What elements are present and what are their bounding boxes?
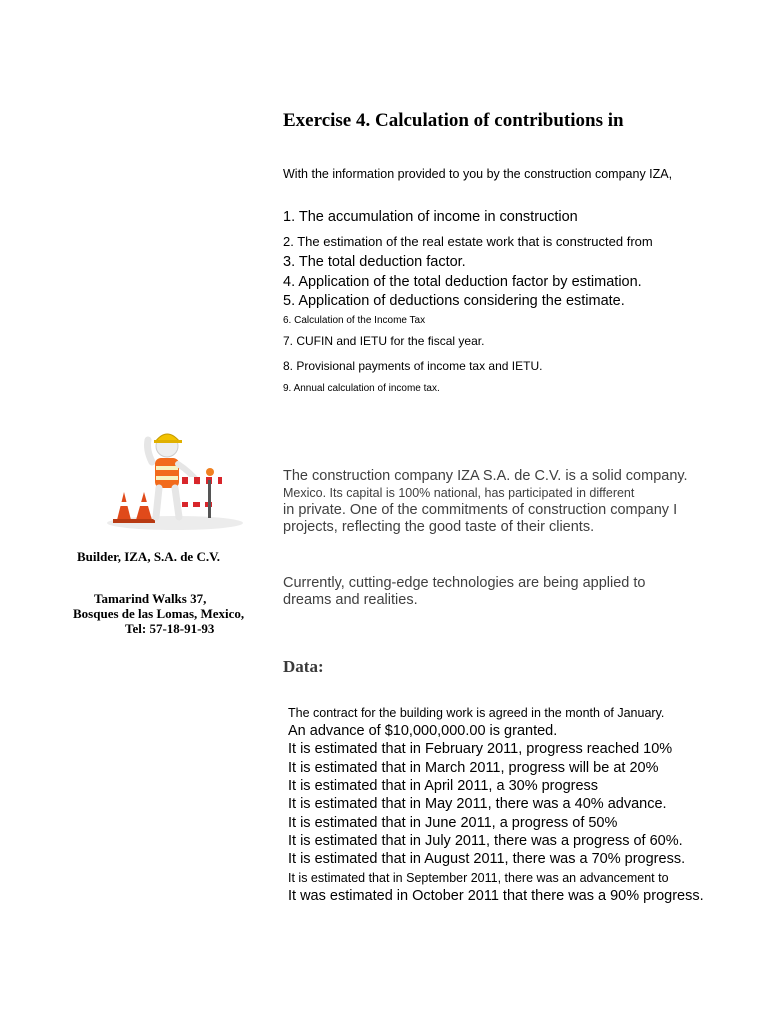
data-heading: Data: (283, 657, 324, 676)
technology-line: dreams and realities. (283, 592, 418, 608)
list-item: 2. The estimation of the real estate work that is constructed from (283, 234, 653, 249)
description-line: in private. One of the commitments of construction company I (283, 502, 678, 518)
data-line: It is estimated that in May 2011, there was a 40% advance. (288, 796, 667, 812)
list-item: 6. Calculation of the Income Tax (283, 315, 426, 326)
data-line: It is estimated that in July 2011, there was a progress of 60%. (288, 833, 683, 849)
list-item: 8. Provisional payments of income tax and IETU. (283, 359, 543, 373)
company-phone: Tel: 57-18-91-93 (125, 621, 215, 636)
list-item: 1. The accumulation of income in construction (283, 209, 578, 225)
data-line: An advance of $10,000,000.00 is granted. (288, 723, 558, 739)
description-line: Mexico. Its capital is 100% national, has participated in different (283, 486, 635, 500)
builder-worker-illustration (100, 420, 250, 535)
list-item: 9. Annual calculation of income tax. (283, 383, 440, 394)
data-line: It was estimated in October 2011 that there was a 90% progress. (288, 888, 704, 904)
technology-line: Currently, cutting-edge technologies are being applied to (283, 575, 646, 591)
list-item: 4. Application of the total deduction factor by estimation. (283, 274, 642, 290)
list-item: 5. Application of deductions considering the estimate. (283, 293, 625, 309)
exercise-intro: With the information provided to you by the construction company IZA, (283, 167, 673, 181)
data-line: It is estimated that in August 2011, there was a 70% progress. (288, 851, 686, 867)
data-line: It is estimated that in February 2011, progress reached 10% (288, 741, 673, 757)
company-address-line2: Bosques de las Lomas, Mexico, (73, 606, 245, 621)
company-name: Builder, IZA, S.A. de C.V. (77, 549, 221, 564)
description-line: The construction company IZA S.A. de C.V. is a solid company. (283, 468, 688, 484)
list-item: 7. CUFIN and IETU for the fiscal year. (283, 334, 485, 348)
description-line: projects, reflecting the good taste of their clients. (283, 519, 595, 535)
data-line: The contract for the building work is agreed in the month of January. (288, 706, 665, 720)
data-line: It is estimated that in March 2011, progress will be at 20% (288, 760, 659, 776)
data-line: It is estimated that in June 2011, a progress of 50% (288, 815, 618, 831)
data-line: It is estimated that in September 2011, there was an advancement to (288, 871, 669, 885)
data-line: It is estimated that in April 2011, a 30% progress (288, 778, 599, 794)
company-address-line1: Tamarind Walks 37, (94, 591, 207, 606)
list-item: 3. The total deduction factor. (283, 254, 466, 270)
exercise-title: Exercise 4. Calculation of contributions in (283, 110, 624, 131)
